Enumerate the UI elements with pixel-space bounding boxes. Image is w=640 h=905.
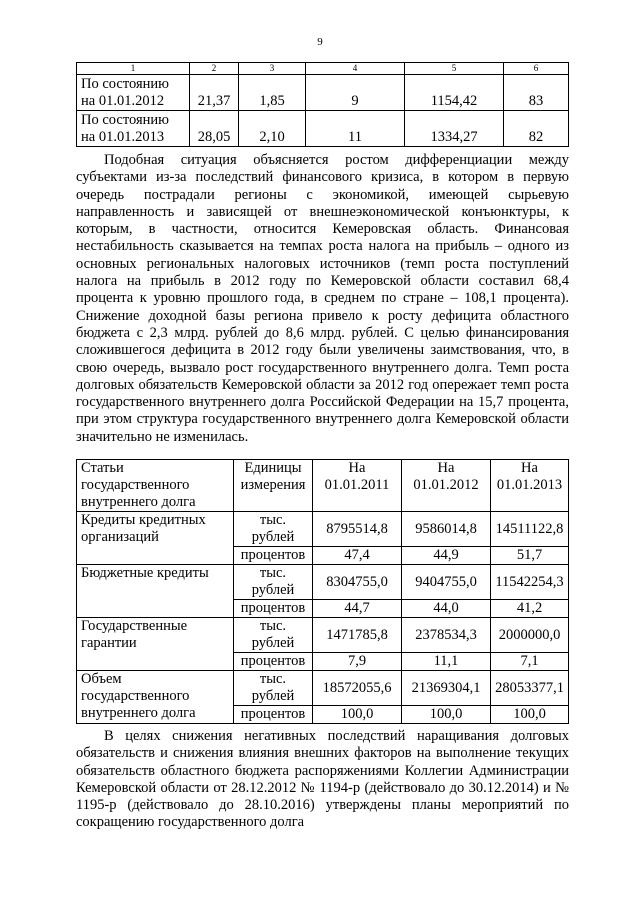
table-cell: 8304755,0 <box>313 565 402 600</box>
table-cell: 9 <box>306 75 405 111</box>
table-cell: 28053377,1 <box>491 671 569 706</box>
body-paragraph: Подобная ситуация объясняется ростом дифференциации между субъектами из-за последствий финансового кризиса, в котором в первую очередь пострадали регионы с экономикой, имеющей сырьевую направленность и зависящей от внешнеэкономической конъюнктуры, к которым, в частности, относится Кемеровская область. Финансовая нестабильность сказывается на темпах роста налога на прибыль – одного из основных региональных налоговых источников (темп роста поступлений налога на прибыль в 2012 году по Кемеровской области составил 68,4 процента к уровню прошлого года, в среднем по стране – 108,1 процента). Снижение доходной базы региона привело к росту дефицита областного бюджета с 2,3 млрд. рублей до 8,6 млрд. рублей. С целью финансирования сложившегося дефицита в 2012 году были увеличены заимствования, что, в свою очередь, вызвало рост государственного внутреннего долга. Темп роста долговых обязательств Кемеровской области за 2012 год опережает темп роста государственного внутреннего долга Российской Федерации на 15,7 процента, при этом структура государственного внутреннего долга Кемеровской области значительно не изменилась. <box>76 152 569 445</box>
header-date: На 01.01.2011 <box>313 460 402 512</box>
column-number: 6 <box>504 63 569 75</box>
table-cell: 41,2 <box>491 600 569 618</box>
table-cell: 100,0 <box>313 706 402 724</box>
table-cell: 1471785,8 <box>313 618 402 653</box>
table-cell: 44,7 <box>313 600 402 618</box>
unit-cell: процентов <box>234 600 313 618</box>
table-cell: 21,37 <box>190 75 239 111</box>
unit-cell: тыс. рублей <box>234 565 313 600</box>
table-cell: 7,9 <box>313 653 402 671</box>
table-cell: 7,1 <box>491 653 569 671</box>
table-cell: 1334,27 <box>405 111 504 147</box>
row-label: Кредиты кредитных организаций <box>77 512 234 565</box>
table-cell: 21369304,1 <box>402 671 491 706</box>
column-number: 5 <box>405 63 504 75</box>
indicators-table <box>76 62 569 147</box>
page-number: 9 <box>317 36 323 48</box>
table-cell: 1,85 <box>239 75 306 111</box>
row-label: Бюджетные кредиты <box>77 565 234 618</box>
table-cell: 9404755,0 <box>402 565 491 600</box>
unit-cell: тыс. рублей <box>234 512 313 547</box>
table-cell: 2000000,0 <box>491 618 569 653</box>
table-cell: 83 <box>504 75 569 111</box>
column-number: 3 <box>239 63 306 75</box>
table-cell: 44,9 <box>402 547 491 565</box>
column-number: 1 <box>77 63 190 75</box>
table-row <box>77 565 569 600</box>
table-row <box>77 512 569 547</box>
header-date: На 01.01.2013 <box>491 460 569 512</box>
table-cell: 8795514,8 <box>313 512 402 547</box>
table-cell: 2,10 <box>239 111 306 147</box>
unit-cell: тыс. рублей <box>234 618 313 653</box>
table-cell: 9586014,8 <box>402 512 491 547</box>
row-label: По состоянию на 01.01.2012 <box>77 75 190 111</box>
table-row <box>77 618 569 653</box>
header-unit: Единицы измерения <box>234 460 313 512</box>
row-label: Государственные гарантии <box>77 618 234 671</box>
column-number: 2 <box>190 63 239 75</box>
table-header-row <box>77 63 569 75</box>
table-cell: 2378534,3 <box>402 618 491 653</box>
table-cell: 44,0 <box>402 600 491 618</box>
table-cell: 11542254,3 <box>491 565 569 600</box>
table-cell: 1154,42 <box>405 75 504 111</box>
table-cell: 82 <box>504 111 569 147</box>
header-article: Статьи государственного внутреннего долга <box>77 460 234 512</box>
table-cell: 11 <box>306 111 405 147</box>
state-debt-table <box>76 459 569 724</box>
table-cell: 18572055,6 <box>313 671 402 706</box>
table-row <box>77 671 569 706</box>
row-label: Объем государственного внутреннего долга <box>77 671 234 724</box>
table-row <box>77 75 569 111</box>
table-cell: 100,0 <box>491 706 569 724</box>
unit-cell: процентов <box>234 653 313 671</box>
table-row <box>77 111 569 147</box>
table-cell: 14511122,8 <box>491 512 569 547</box>
unit-cell: процентов <box>234 547 313 565</box>
unit-cell: тыс. рублей <box>234 671 313 706</box>
table-header-row <box>77 460 569 512</box>
table-cell: 51,7 <box>491 547 569 565</box>
table-cell: 47,4 <box>313 547 402 565</box>
unit-cell: процентов <box>234 706 313 724</box>
row-label: По состоянию на 01.01.2013 <box>77 111 190 147</box>
column-number: 4 <box>306 63 405 75</box>
header-date: На 01.01.2012 <box>402 460 491 512</box>
table-cell: 100,0 <box>402 706 491 724</box>
table-cell: 28,05 <box>190 111 239 147</box>
table-cell: 11,1 <box>402 653 491 671</box>
body-paragraph: В целях снижения негативных последствий наращивания долговых обязательств и снижения влияния внешних факторов на выполнение текущих обязательств областного бюджета распоряжениями Коллегии Администрации Кемеровской области от 28.12.2012 № 1194-р (действовало до 30.12.2014) и № 1195-р (действовало до 28.10.2016) утверждены планы мероприятий по сокращению государственного долга <box>76 728 569 831</box>
